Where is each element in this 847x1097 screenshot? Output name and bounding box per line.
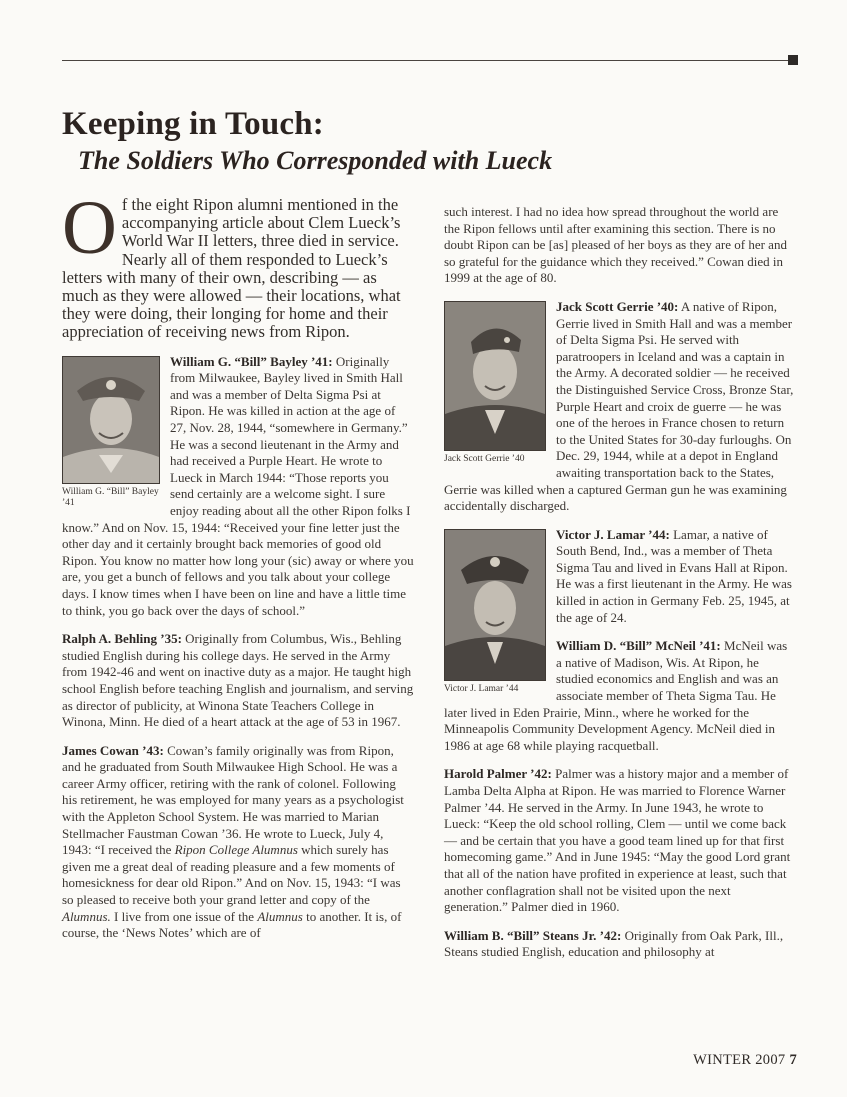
header-rule (62, 60, 788, 61)
intro-text: f the eight Ripon alumni mentioned in the accompanying article about Clem Lueck’s World War II letters, three died in service. Nearly all of them responded to Lueck’s letters with many of their own, describing — as much as they were allowed — their locations, what they were doing, their longing for home and their appreciation of receiving news from Ripon. (62, 195, 401, 342)
lamar-photo-caption: Victor J. Lamar ’44 (444, 683, 519, 694)
lamar-name: Victor J. Lamar ’44: (556, 526, 670, 542)
cowan-text-4: to another. It is, of course, the ‘News Notes’ which are of (62, 908, 402, 941)
bayley-name: William G. “Bill” Bayley ’41: (170, 353, 333, 369)
bayley-portrait-photo (62, 356, 160, 484)
drop-cap: O (62, 186, 117, 270)
behling-text: Originally from Columbus, Wis., Behling studied English during his college days. He served in the Army from 1942-46 and went on inactive duty as a major. He taught high school English before teaching English and journalism, and serving as director of publicity, at Winona State Teachers College in Winona, Minn. He died of a heart attack at the age of 53 in 1967. (62, 631, 414, 730)
bayley-text: Originally from Milwaukee, Bayley lived in Smith Hall and was a member of Delta Sigma Psi at Ripon. He was killed in action at the age of 27, Nov. 28, 1944, “somewhere in Germany.” He was a second lieutenant in the Army and had received a Purple Heart. He wrote to Lueck in March 1944: “Those reports you send certainly are a welcome sight. I sure enjoy reading about all the other Ripon folks I know.” And on Nov. 15, 1944: “Received your fine letter just the other day and it certainly brought back memories of good old Ripon. You know no matter how long your (sic) away or where you are, you get a bunch of fellows and you talk about your college days. I know times when I have been on line and have a little time to think, you go back over the days of school.” (62, 353, 414, 618)
mcneil-text: McNeil was a native of Madison, Wis. At Ripon, he studied economics and English and was an associate member of Theta Sigma Tau. He later lived in Eden Prairie, Minn., where he worked for the Minneapolis Community Development Agency. McNeil died in 1986 at age 68 while playing racquetball. (444, 638, 788, 753)
gerrie-photo-figure (444, 301, 546, 465)
steans-entry (444, 928, 796, 961)
palmer-entry (444, 766, 796, 915)
page-footer (693, 1052, 797, 1069)
cowan-italic-2: Alumnus. (62, 908, 111, 924)
gerrie-photo-caption: Jack Scott Gerrie ’40 (444, 453, 525, 464)
cowan-text-2: which surely has given me a great deal of reading pleasure and a few moments of homesickness for dear old Ripon.” And on Nov. 15, 1943: “I was so pleased to receive both your grand letter and copy of the (62, 842, 401, 908)
right-column (444, 204, 796, 973)
lamar-photo-figure (444, 529, 546, 695)
gerrie-text: A native of Ripon, Gerrie lived in Smith Hall and was a member of Delta Sigma Psi. He served with paratroopers in Iceland and was a captain in the Army. A decorated soldier — he received the Distinguished Service Cross, Bronze Star, Purple Heart and croix de guerre — he was one of the heroes in France chosen to return to the United States for 30-day furloughs. On Dec. 29, 1944, while at a depot in England awaiting transportation back to the States, Gerrie was killed when a captured German gun he was examining accidentally discharged. (444, 298, 794, 514)
page-number: 7 (789, 1052, 797, 1068)
cowan-italic-1: Ripon College Alumnus (174, 842, 298, 858)
cowan-continued: such interest. I had no idea how spread throughout the world are the Ripon fellows until after examining this section. There is no doubt Ripon can be [as] pleased of her boys as they are of her and so grateful for the guidance which they received.” Cowan died in 1999 at the age of 80. (444, 204, 787, 286)
behling-name: Ralph A. Behling ’35: (62, 631, 182, 647)
bayley-photo-figure (62, 356, 160, 509)
header-rule-marker (788, 55, 798, 65)
article-subtitle: The Soldiers Who Corresponded with Lueck (78, 146, 553, 175)
article-title: Keeping in Touch: (62, 106, 324, 142)
gerrie-name: Jack Scott Gerrie ’40: (556, 298, 679, 314)
gerrie-portrait-photo (444, 301, 546, 451)
cowan-italic-3: Alumnus (257, 908, 303, 924)
cowan-entry (62, 743, 414, 942)
steans-text: Originally from Oak Park, Ill., Steans studied English, education and philosophy at (444, 927, 784, 960)
palmer-text: Palmer was a history major and a member of Lamba Delta Alpha at Ripon. He was married to Florence Warner Palmer ’44. He served in the Army. In June 1943, he wrote to Lueck: “Keep the old school rolling, Clem — until we come back — and be certain that you have a good team lined up for that first homecoming game.” And in June 1945: “May the good Lord grant that all of the nation have profited in experience at least, such that another conflagration shall not be visited upon the next generation.” Palmer died in 1960. (444, 766, 791, 915)
issue-label: WINTER 2007 (693, 1052, 786, 1068)
mcneil-name: William D. “Bill” McNeil ’41: (556, 638, 721, 654)
lamar-text: Lamar, a native of South Bend, Ind., was a member of Theta Sigma Tau and lived in Evans Hall at Ripon. He was a first lieutenant in the Army. He was killed in action in Germany Feb. 25, 1945, at the age of 24. (556, 526, 792, 625)
cowan-text-3: I live from one issue of the (110, 908, 258, 924)
cowan-name: James Cowan ’43: (62, 742, 164, 758)
steans-name: William B. “Bill” Steans Jr. ’42: (444, 927, 622, 943)
behling-entry (62, 631, 414, 731)
cowan-text-1: Cowan’s family originally was from Ripon, and he graduated from South Milwaukee High School. He was a career Army officer, retiring with the rank of colonel. Following his retirement, he was employed for many years as a psychologist with the Appleton School System. He was married to Marian Stellmacher Faustman Cowan ’36. He wrote to Lueck, July 4, 1943: “I received the (62, 742, 404, 858)
intro-paragraph (62, 186, 414, 342)
palmer-name: Harold Palmer ’42: (444, 766, 552, 782)
lamar-portrait-photo (444, 529, 546, 681)
left-column (62, 186, 414, 954)
bayley-photo-caption: William G. “Bill” Bayley ’41 (62, 486, 159, 508)
